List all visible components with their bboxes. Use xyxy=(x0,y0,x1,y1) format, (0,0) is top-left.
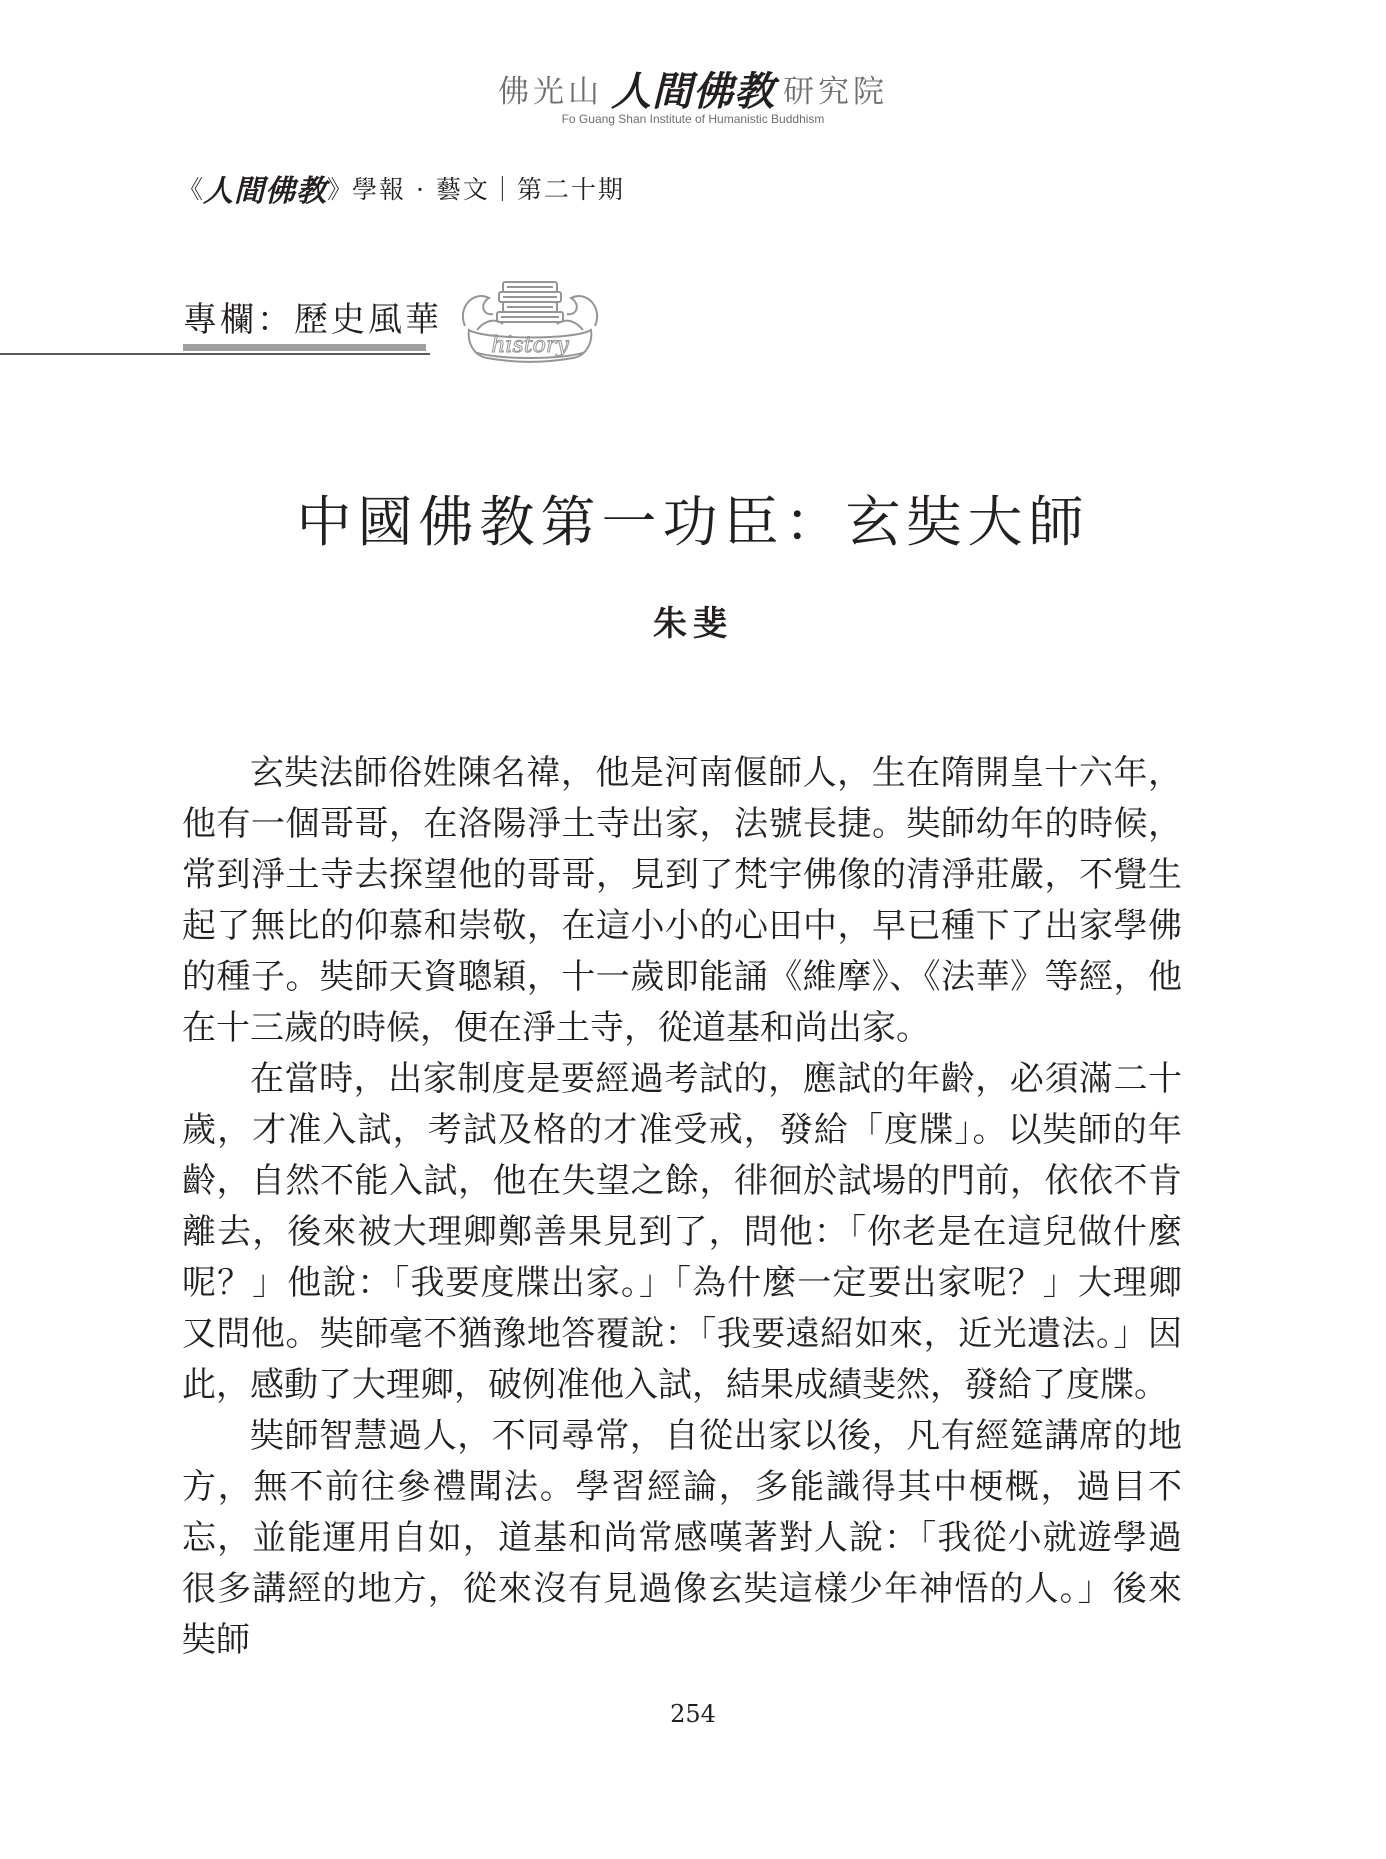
journal-open-bracket: 《 xyxy=(178,175,204,204)
article-author: 朱斐 xyxy=(653,604,733,644)
stacked-books-icon xyxy=(455,268,605,368)
article-body xyxy=(182,748,1182,1666)
journal-issue-info: 學報 · 藝文｜第二十期 xyxy=(352,175,625,204)
institute-name-prefix: 佛光山 xyxy=(498,74,603,110)
journal-line xyxy=(178,166,625,209)
page-number: 254 xyxy=(670,1700,716,1728)
body-paragraph: 奘師智慧過人，不同尋常，自從出家以後，凡有經筵講席的地方，無不前往參禮聞法。學習經論，多能識得其中梗概，過目不忘，並能運用自如，道基和尚常感嘆著對人說：「我從小就遊學過很多講經的地方，從來沒有見過像玄奘這樣少年神悟的人。」後來奘師 xyxy=(182,1416,1182,1660)
header-rule xyxy=(0,353,430,355)
history-emblem xyxy=(455,268,605,368)
institute-english-name: Fo Guang Shan Institute of Humanistic Buddhism xyxy=(561,112,825,126)
body-paragraph: 在當時，出家制度是要經過考試的，應試的年齡，必須滿二十歲，才准入試，考試及格的才准受戒，發給「度牒」。以奘師的年齡，自然不能入試，他在失望之餘，徘徊於試場的門前，依依不肯離去，後來被大理卿鄭善果見到了，問他：「你老是在這兒做什麼呢？」他說：「我要度牒出家。」「為什麼一定要出家呢？」大理卿又問他。奘師毫不猶豫地答覆說：「我要遠紹如來，近光遺法。」因此，感動了大理卿，破例准他入試，結果成績斐然，發給了度牒。 xyxy=(182,1059,1182,1405)
column-underline xyxy=(183,344,426,351)
article-title: 中國佛教第一功臣：玄奘大師 xyxy=(296,490,1090,554)
institute-name-suffix: 研究院 xyxy=(783,74,888,110)
journal-logo-calligraphy: 人間佛教 xyxy=(203,174,328,209)
body-paragraph: 玄奘法師俗姓陳名禕，他是河南偃師人，生在隋開皇十六年，他有一個哥哥，在洛陽淨土寺出家，法號長捷。奘師幼年的時候，常到淨土寺去探望他的哥哥，見到了梵宇佛像的清淨莊嚴，不覺生起了無比的仰慕和崇敬，在這小小的心田中，早已種下了出家學佛的種子。奘師天資聰穎，十一歲即能誦《維摩》、《法華》等經，他在十三歲的時候，便在淨土寺，從道基和尚出家。 xyxy=(182,753,1182,1048)
column-label: 專欄：歷史風華 xyxy=(183,300,442,340)
institute-logo-calligraphy: 人間佛教 xyxy=(611,68,775,115)
institute-header xyxy=(0,60,1386,115)
emblem-text: history xyxy=(491,333,569,358)
journal-close-bracket: 》 xyxy=(327,175,353,204)
